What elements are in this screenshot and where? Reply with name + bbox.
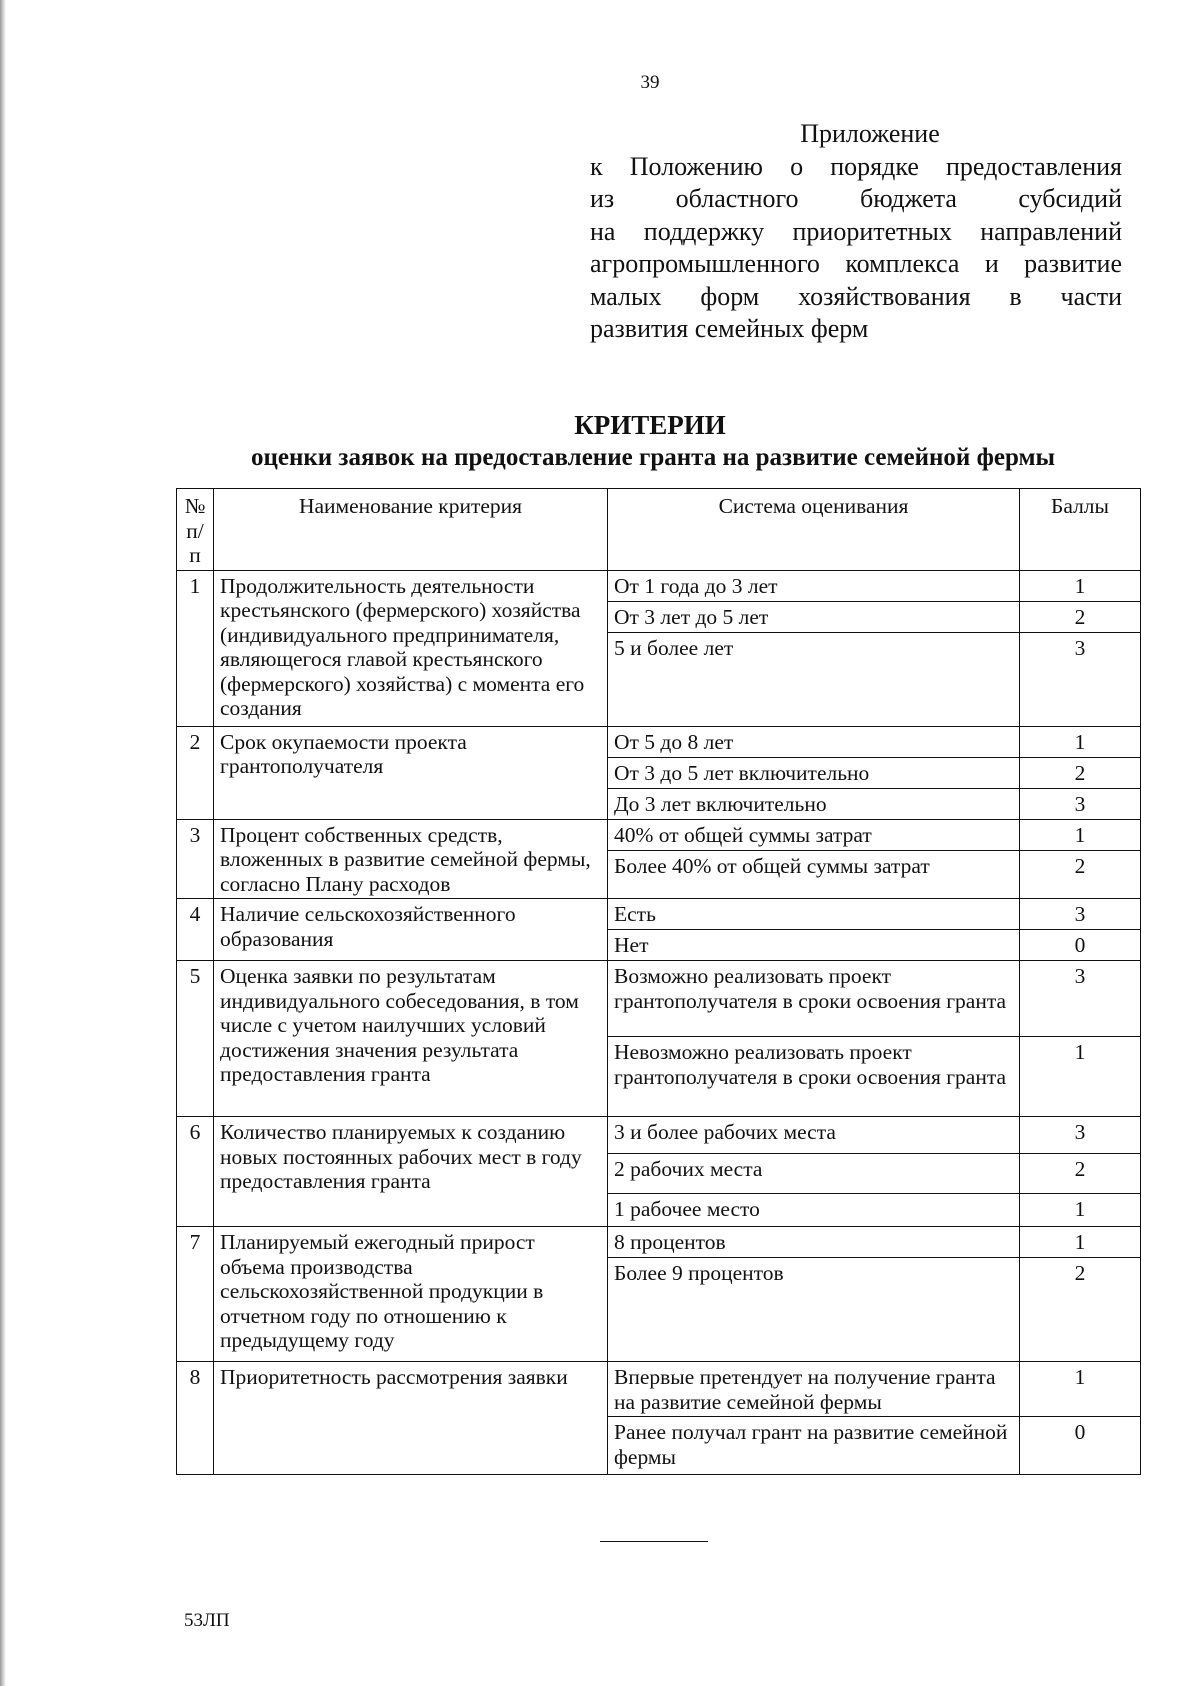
criteria-table-body — [177, 570, 1141, 1475]
appendix-title: Приложение — [800, 119, 940, 148]
criterion-name: Процент собственных средств, вложенных в развитие семейной фермы, согласно Плану расходов — [214, 819, 608, 899]
evaluation-option: 2 рабочих места — [608, 1154, 1020, 1194]
points-value: 0 — [1020, 1417, 1141, 1475]
appendix-line: из областного бюджета субсидий — [590, 184, 1122, 213]
points-value: 3 — [1020, 788, 1141, 819]
criterion-name: Планируемый ежегодный прирост объема производства сельскохозяйственной продукции в отчетном году по отношению к предыдущему году — [214, 1227, 608, 1362]
points-value: 2 — [1020, 1258, 1141, 1362]
points-value: 3 — [1020, 632, 1141, 726]
points-value: 1 — [1020, 1362, 1141, 1417]
points-value: 1 — [1020, 570, 1141, 601]
evaluation-option: 3 и более рабочих места — [608, 1117, 1020, 1154]
table-row — [177, 1227, 1141, 1258]
criterion-number: 5 — [177, 961, 214, 1117]
separator-line — [600, 1541, 708, 1542]
criterion-number: 2 — [177, 726, 214, 819]
criterion-number: 3 — [177, 819, 214, 899]
criterion-number: 4 — [177, 899, 214, 961]
evaluation-option: От 3 до 5 лет включительно — [608, 757, 1020, 788]
points-value: 1 — [1020, 819, 1141, 850]
criterion-name: Приоритетность рассмотрения заявки — [214, 1362, 608, 1475]
header-system: Система оценивания — [608, 489, 1020, 571]
criterion-name: Наличие сельскохозяйственного образования — [214, 899, 608, 961]
evaluation-option: 8 процентов — [608, 1227, 1020, 1258]
appendix-line: малых форм хозяйствования в части — [590, 281, 1122, 311]
criterion-number: 7 — [177, 1227, 214, 1362]
table-row — [177, 819, 1141, 850]
points-value: 3 — [1020, 1117, 1141, 1154]
table-row — [177, 961, 1141, 1037]
points-value: 3 — [1020, 961, 1141, 1037]
evaluation-option: Ранее получал грант на развитие семейной фермы — [608, 1417, 1020, 1475]
evaluation-option: От 5 до 8 лет — [608, 726, 1020, 757]
criterion-name: Количество планируемых к созданию новых постоянных рабочих мест в году предоставления гранта — [214, 1117, 608, 1227]
criterion-number: 6 — [177, 1117, 214, 1227]
criterion-name: Продолжительность деятельности крестьянского (фермерского) хозяйства (индивидуального предпринимателя, являющегося главой крестьянского (фермерского) хозяйства) с момента его создания — [214, 570, 608, 726]
evaluation-option: Более 40% от общей суммы затрат — [608, 850, 1020, 898]
table-row — [177, 726, 1141, 757]
table-row — [177, 1117, 1141, 1154]
points-value: 1 — [1020, 726, 1141, 757]
document-title: КРИТЕРИИ — [574, 410, 726, 440]
criterion-name: Срок окупаемости проекта грантополучателя — [214, 726, 608, 819]
points-value: 2 — [1020, 850, 1141, 898]
evaluation-option: Есть — [608, 899, 1020, 930]
evaluation-option: 5 и более лет — [608, 632, 1020, 726]
points-value: 1 — [1020, 1037, 1141, 1117]
appendix-line: к Положению о порядке предоставления — [590, 151, 1122, 181]
page-number: 39 — [640, 72, 660, 93]
points-value: 1 — [1020, 1194, 1141, 1227]
criterion-number: 8 — [177, 1362, 214, 1475]
criterion-name: Оценка заявки по результатам индивидуального собеседования, в том числе с учетом наилучших условий достижения значения результата предоставления гранта — [214, 961, 608, 1117]
evaluation-option: До 3 лет включительно — [608, 788, 1020, 819]
evaluation-option: От 3 лет до 5 лет — [608, 601, 1020, 632]
header-number: № п/п — [177, 489, 214, 571]
criteria-table — [176, 488, 1141, 1475]
evaluation-option: 1 рабочее место — [608, 1194, 1020, 1227]
table-row — [177, 899, 1141, 930]
evaluation-option: Возможно реализовать проект грантополучателя в сроки освоения гранта — [608, 961, 1020, 1037]
table-row — [177, 570, 1141, 601]
scan-edge — [0, 0, 6, 1686]
evaluation-option: Невозможно реализовать проект грантополучателя в сроки освоения гранта — [608, 1037, 1020, 1117]
points-value: 3 — [1020, 899, 1141, 930]
evaluation-option: От 1 года до 3 лет — [608, 570, 1020, 601]
appendix-line: развития семейных ферм — [590, 314, 869, 343]
points-value: 2 — [1020, 1154, 1141, 1194]
document-subtitle: оценки заявок на предоставление гранта на развитие семейной фермы — [250, 444, 1056, 471]
evaluation-option: Нет — [608, 930, 1020, 961]
points-value: 1 — [1020, 1227, 1141, 1258]
appendix-block — [590, 118, 1122, 346]
points-value: 0 — [1020, 930, 1141, 961]
footer-code: 53ЛП — [184, 1610, 230, 1631]
appendix-line: агропромышленного комплекса и развитие — [590, 249, 1122, 278]
evaluation-option: 40% от общей суммы затрат — [608, 819, 1020, 850]
table-row — [177, 1362, 1141, 1417]
appendix-line: на поддержку приоритетных направлений — [590, 216, 1122, 246]
evaluation-option: Более 9 процентов — [608, 1258, 1020, 1362]
evaluation-option: Впервые претендует на получение гранта на развитие семейной фермы — [608, 1362, 1020, 1417]
table-header-row — [177, 489, 1141, 571]
criterion-number: 1 — [177, 570, 214, 726]
header-points: Баллы — [1020, 489, 1141, 571]
points-value: 2 — [1020, 601, 1141, 632]
points-value: 2 — [1020, 757, 1141, 788]
header-criterion: Наименование критерия — [214, 489, 608, 571]
